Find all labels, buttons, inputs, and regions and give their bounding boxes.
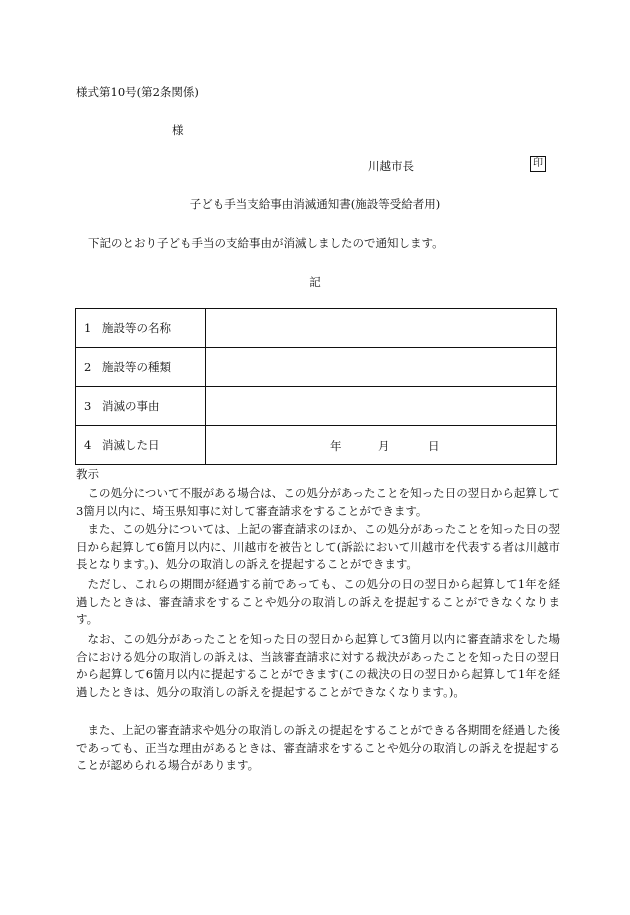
table-row: [76, 348, 557, 387]
table-row: [76, 309, 557, 348]
notice-paragraph: また、上記の審査請求や処分の取消しの訴えの提起をすることができる各期間を経過した後であっても、正当な理由があるときは、審査請求をすることや処分の取消しの訴えを提起することが認められる場合があります。: [76, 723, 560, 772]
row-label-text: 消滅の事由: [102, 399, 160, 413]
date-cell: [206, 426, 557, 465]
row-value: [206, 348, 557, 387]
row-label: [76, 426, 206, 465]
table-row: [76, 387, 557, 426]
row-number: 4: [84, 438, 92, 452]
row-value: [206, 387, 557, 426]
notice-heading: 教示: [76, 467, 99, 481]
row-label-text: 施設等の名称: [102, 321, 171, 335]
intro-text: 下記のとおり子ども手当の支給事由が消滅しましたので通知します。: [88, 236, 444, 250]
row-label-text: 施設等の種類: [102, 360, 171, 374]
seal-mark: 印: [530, 156, 546, 172]
date-day-label: 日: [428, 439, 440, 453]
document-title: 子ども手当支給事由消滅通知書(施設等受給者用): [189, 197, 441, 211]
date-month-label: 月: [378, 439, 390, 453]
row-number: 1: [84, 321, 92, 335]
notice-paragraph: ただし、これらの期間が経過する前であっても、この処分の日の翌日から起算して1年を経過したときは、審査請求をすることや処分の取消しの訴えを提起することができなくなります。: [76, 577, 560, 626]
ki-heading: 記: [309, 275, 321, 289]
table-row: [76, 426, 557, 465]
notice-paragraph: なお、この処分があったことを知った日の翌日から起算して3箇月以内に審査請求をした場合における処分の取消しの訴えは、当該審査請求に対する裁決があったことを知った日の翌日から起算して6箇月以内に提起することができます(この裁決の日の翌日から起算して1年を経過したときは、処分の取消しの訴えを提起することができなくなります。)。: [76, 632, 560, 699]
addressee-suffix: 様: [172, 123, 184, 137]
row-number: 2: [84, 360, 92, 374]
row-label-text: 消滅した日: [102, 438, 160, 452]
issuer-name: 川越市長: [368, 159, 414, 173]
row-label: [76, 309, 206, 348]
notice-paragraph: また、この処分については、上記の審査請求のほか、この処分があったことを知った日の翌日から起算して6箇月以内に、川越市を被告として(訴訟において川越市を代表する者は川越市長となります。)、処分の取消しの訴えを提起することができます。: [76, 522, 560, 571]
detail-table: [75, 308, 557, 465]
notice-paragraph: この処分について不服がある場合は、この処分があったことを知った日の翌日から起算して3箇月以内に、埼玉県知事に対して審査請求をすることができます。: [76, 486, 560, 518]
row-value: [206, 309, 557, 348]
form-number: 様式第10号(第2条関係): [76, 85, 199, 99]
date-year-label: 年: [330, 439, 342, 453]
row-label: [76, 348, 206, 387]
row-label: [76, 387, 206, 426]
row-number: 3: [84, 399, 92, 413]
